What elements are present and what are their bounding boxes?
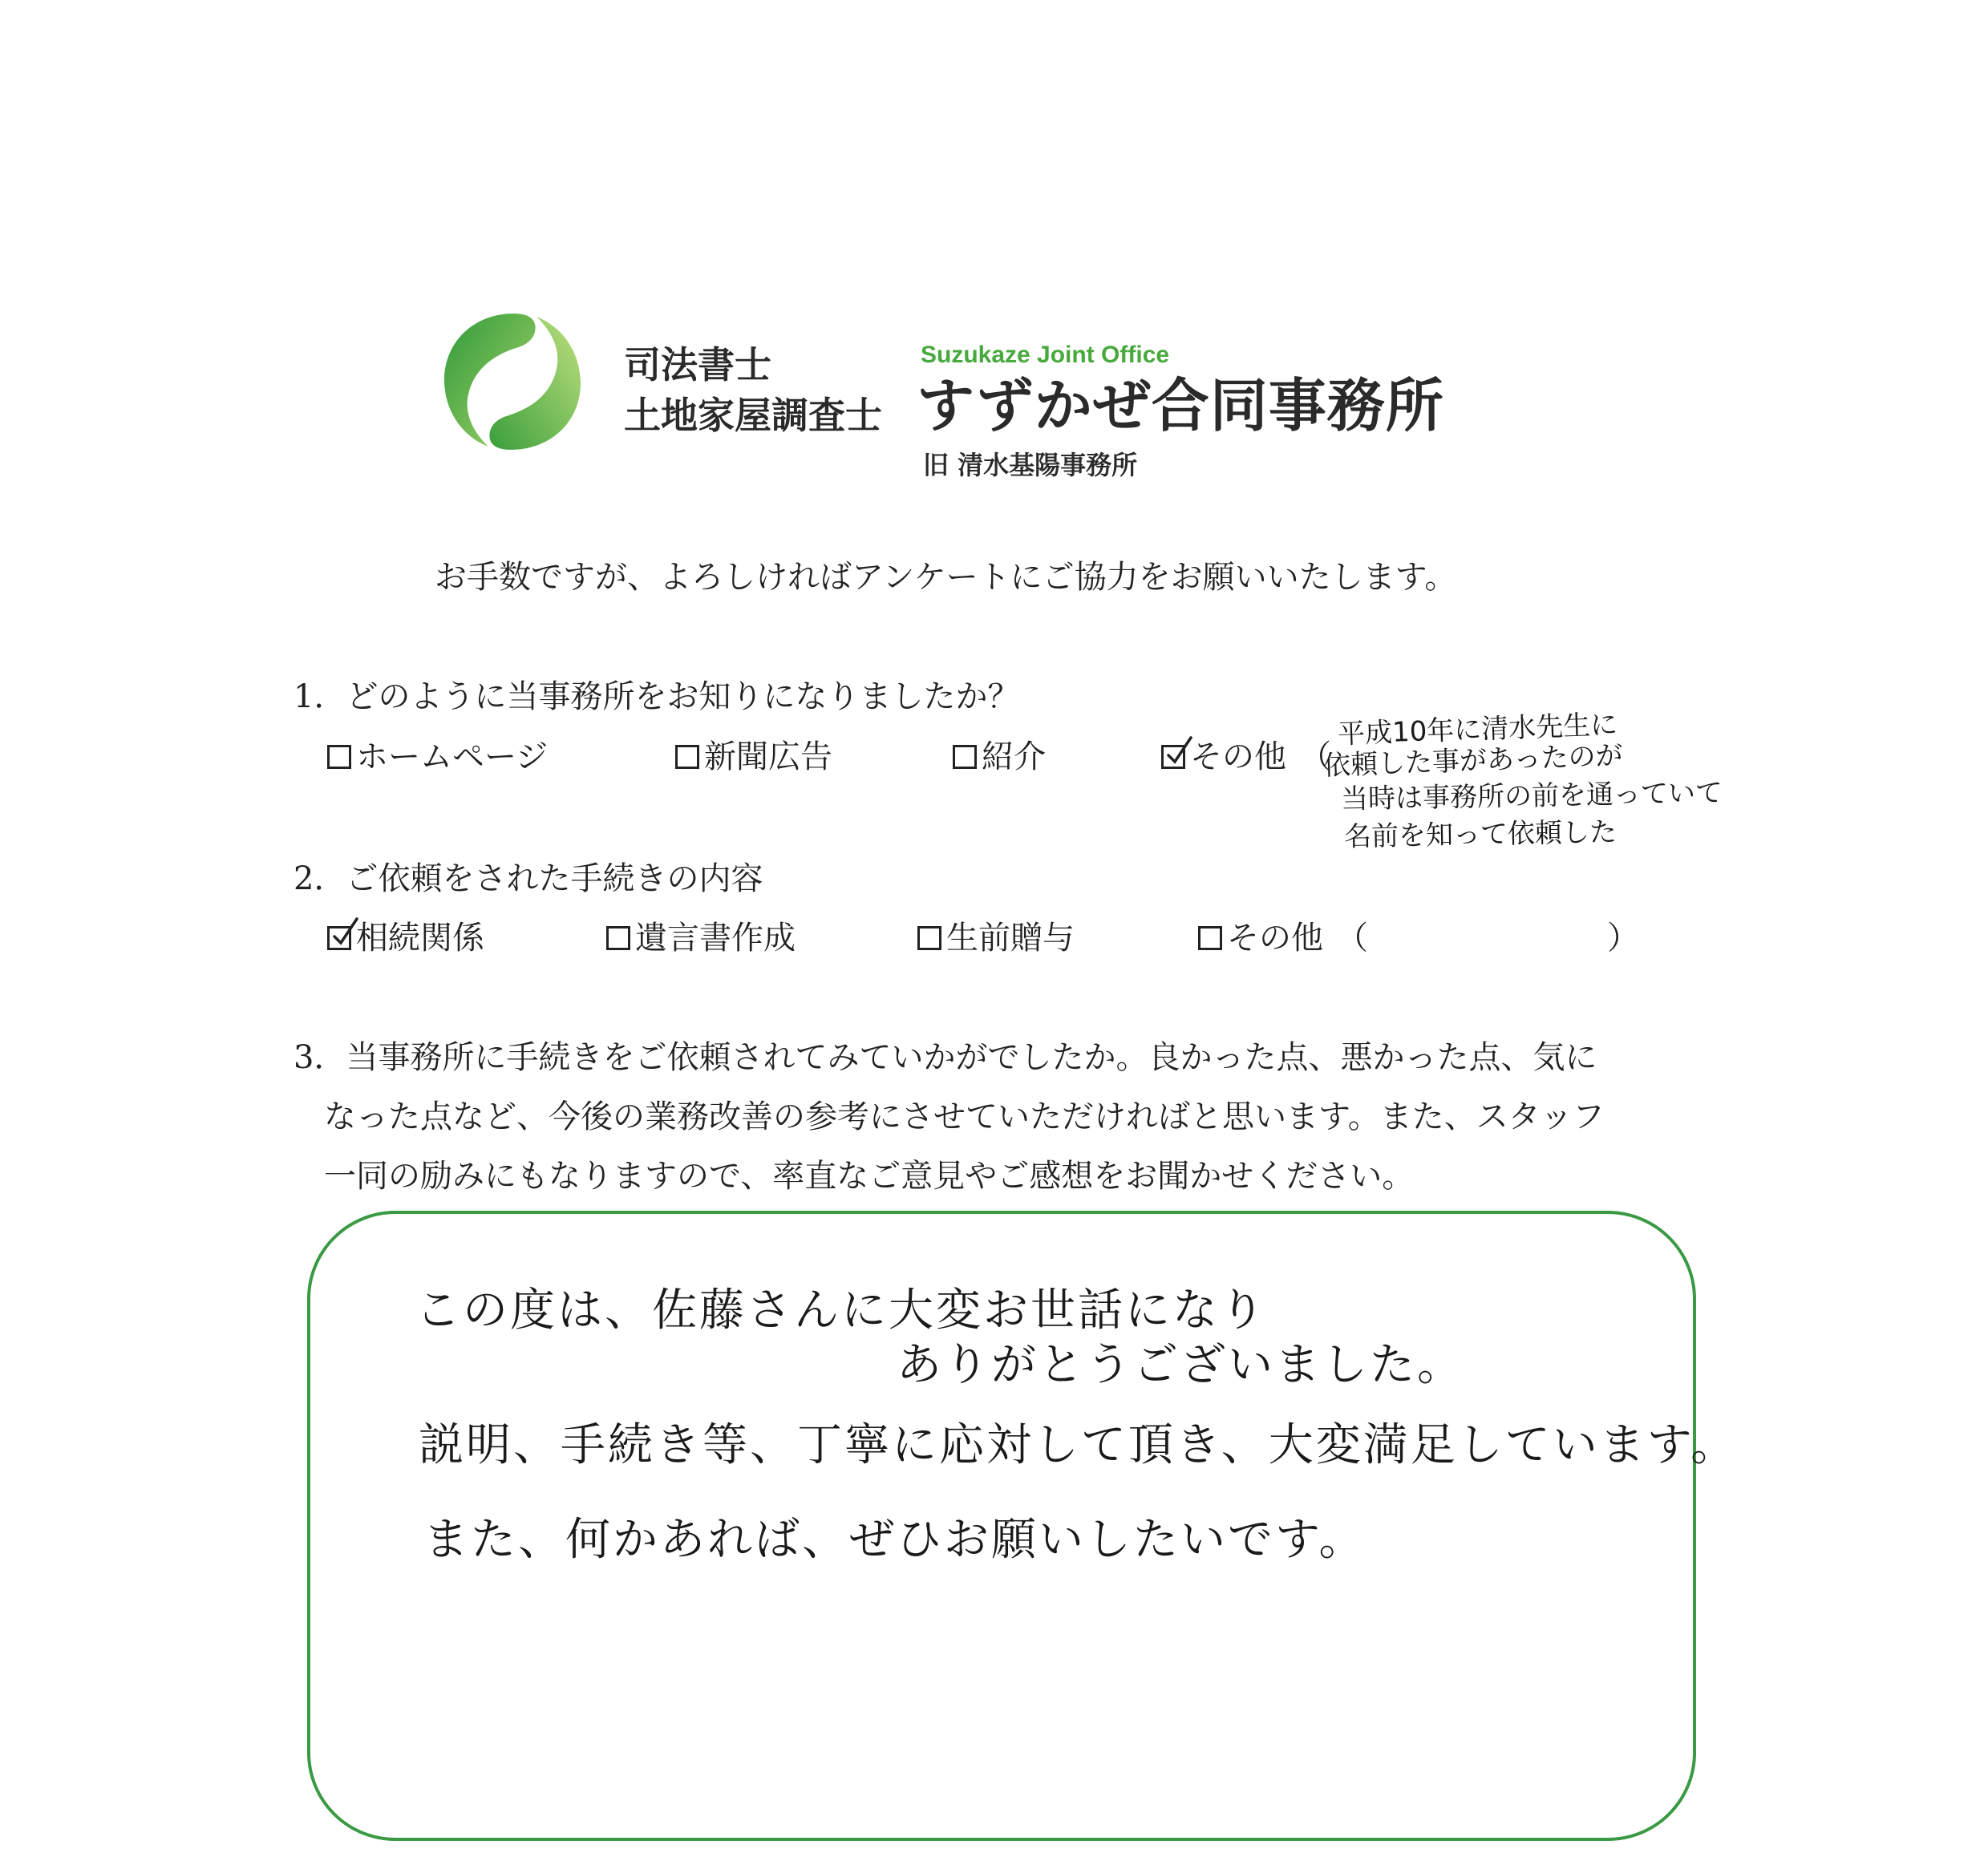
- question-3-line-3: 一同の励みにもなりますので、率直なご意見やご感想をお聞かせください。: [324, 1158, 1415, 1195]
- q1-option-homepage[interactable]: [327, 738, 549, 775]
- q2-option-inheritance[interactable]: [327, 920, 484, 957]
- answer-line-1: この度は、佐藤さんに大変お世話になり: [415, 1284, 1267, 1337]
- checkbox-checked[interactable]: [1161, 745, 1185, 769]
- checkbox[interactable]: [953, 745, 977, 769]
- option-label: 新聞広告: [704, 738, 832, 775]
- question-2: 2．ご依頼をされた手続きの内容: [294, 860, 763, 897]
- option-label: 相続関係: [356, 920, 484, 957]
- q1-other-note-line-4: 名前を知って依頼した: [1343, 816, 1618, 853]
- checkbox[interactable]: [327, 745, 351, 769]
- q1-other-note-line-3: 当時は事務所の前を通っていて: [1340, 776, 1723, 816]
- close-paren: ）: [1607, 920, 1639, 957]
- q2-option-will[interactable]: [606, 920, 796, 957]
- option-label: 紹介: [982, 738, 1046, 775]
- qualification-1: 司法書士: [624, 343, 771, 386]
- checkbox-checked[interactable]: [327, 926, 351, 950]
- check-mark-icon: [1165, 736, 1194, 768]
- answer-line-4: また、何かあれば、ぜひお願いしたいです。: [423, 1514, 1366, 1566]
- checkbox[interactable]: [675, 745, 699, 769]
- q1-option-other[interactable]: [1161, 738, 1331, 775]
- option-label: ホームページ: [356, 738, 549, 775]
- open-paren: （: [1299, 738, 1331, 775]
- option-label: その他: [1227, 920, 1323, 957]
- q1-other-note-line-2: 依頼した事があったのが: [1322, 739, 1624, 783]
- question-1: 1．どのように当事務所をお知りになりましたか？: [294, 678, 1020, 715]
- former-office-name: 旧 清水基陽事務所: [923, 450, 1138, 480]
- checkbox[interactable]: [917, 926, 941, 950]
- q1-option-newspaper[interactable]: [675, 738, 832, 775]
- checkbox[interactable]: [606, 926, 630, 950]
- q1-option-referral[interactable]: [953, 738, 1046, 775]
- answer-line-2: ありがとうございました。: [897, 1339, 1464, 1391]
- check-mark-icon: [331, 917, 360, 949]
- office-name: すずかぜ合同事務所: [917, 372, 1444, 439]
- q2-option-gift[interactable]: [917, 920, 1075, 957]
- question-3-line-2: なった点など、今後の業務改善の参考にさせていただければと思います。また、スタッフ: [324, 1098, 1605, 1135]
- qualification-2: 土地家屋調査士: [624, 394, 882, 437]
- checkbox[interactable]: [1198, 926, 1222, 950]
- question-3-line-1: 3．当事務所に手続きをご依頼されてみていかがでしたか。良かった点、悪かった点、気に: [294, 1039, 1597, 1076]
- option-label: その他: [1190, 738, 1286, 775]
- answer-line-3: 説明、手続き等、丁寧に応対して頂き、大変満足しています。: [419, 1419, 1739, 1471]
- q2-option-other[interactable]: [1198, 920, 1368, 957]
- q1-other-note-line-1: 平成10年に清水先生に: [1337, 708, 1618, 751]
- office-name-en: Suzukaze Joint Office: [921, 342, 1170, 368]
- survey-intro: お手数ですが、よろしければアンケートにご協力をお願いいたします。: [435, 559, 1457, 596]
- option-label: 生前贈与: [946, 920, 1075, 957]
- suzukaze-s-logo-icon: [439, 309, 585, 455]
- option-label: 遺言書作成: [635, 920, 796, 957]
- open-paren: （: [1336, 920, 1368, 957]
